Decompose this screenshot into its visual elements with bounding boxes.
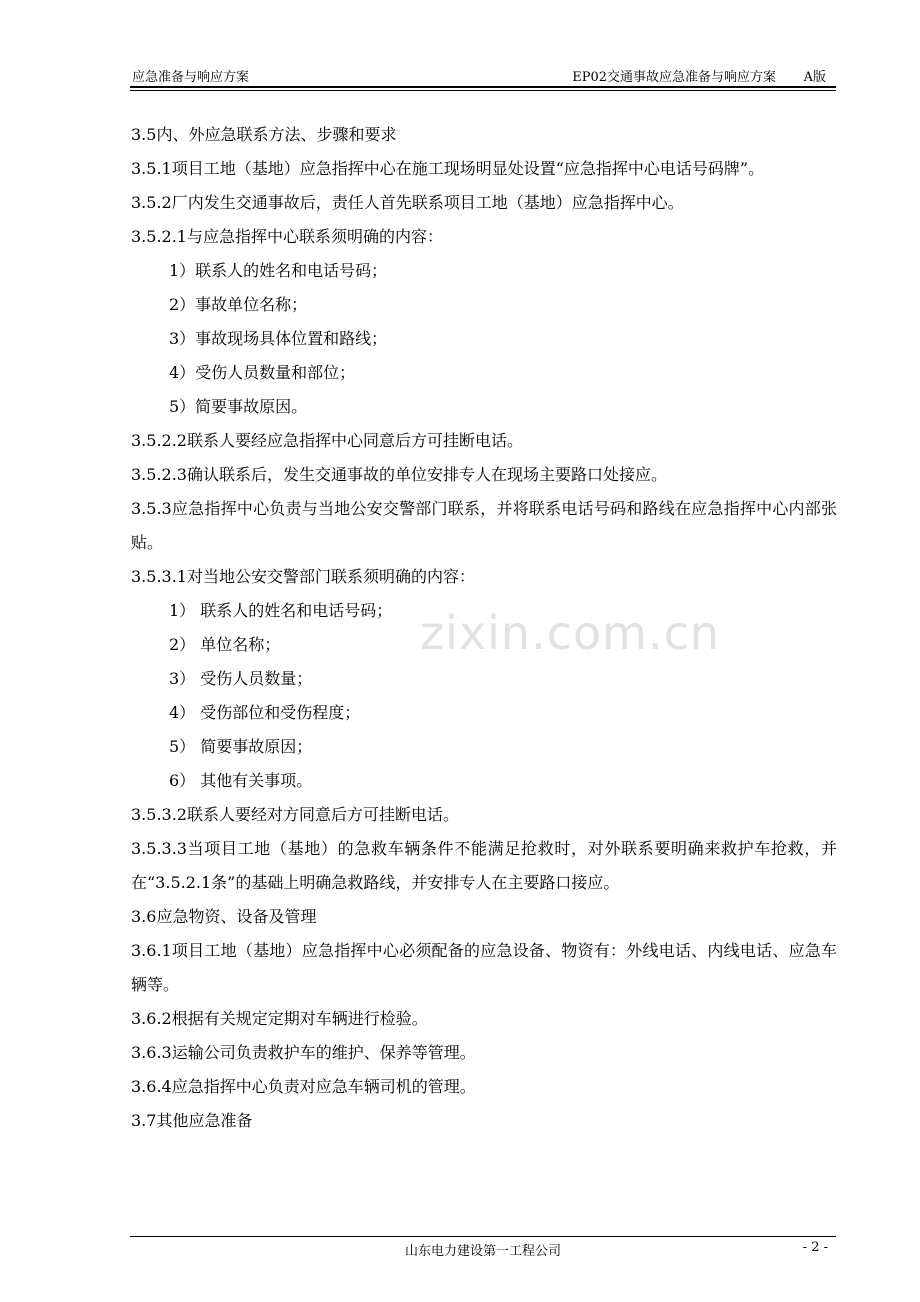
paragraph: 3.5.2.2联系人要经应急指挥中心同意后方可挂断电话。 bbox=[131, 431, 523, 450]
header-left-title: 应急准备与响应方案 bbox=[132, 70, 250, 85]
section-heading: 3.7其他应急准备 bbox=[131, 1111, 253, 1130]
paragraph: 3.5.2.1与应急指挥中心联系须明确的内容： bbox=[131, 227, 443, 246]
page-header bbox=[130, 64, 836, 86]
header-rule-thick bbox=[130, 86, 836, 88]
paragraph: 3.6.3运输公司负责救护车的维护、保养等管理。 bbox=[131, 1043, 476, 1062]
list-item: 4） 受伤部位和受伤程度； bbox=[169, 703, 361, 722]
footer-rule bbox=[130, 1236, 836, 1237]
list-item: 2） 单位名称； bbox=[169, 635, 281, 654]
paragraph: 3.6.2根据有关规定定期对车辆进行检验。 bbox=[131, 1009, 428, 1028]
list-item: 6） 其他有关事项。 bbox=[169, 771, 313, 790]
paragraph: 3.6.1项目工地（基地）应急指挥中心必须配备的应急设备、物资有：外线电话、内线电话、应急车辆等。 bbox=[131, 941, 837, 994]
header-version: A版 bbox=[803, 70, 826, 85]
list-item: 5） 简要事故原因； bbox=[169, 737, 313, 756]
list-item: 1）联系人的姓名和电话号码； bbox=[169, 261, 388, 280]
page-footer bbox=[130, 1240, 836, 1262]
header-document-title: EP02交通事故应急准备与响应方案 bbox=[572, 70, 776, 85]
watermark: zixin.com.cn bbox=[420, 606, 721, 660]
list-item: 5）简要事故原因。 bbox=[169, 397, 308, 416]
paragraph: 3.5.3应急指挥中心负责与当地公安交警部门联系，并将联系电话号码和路线在应急指挥中心内部张贴。 bbox=[131, 499, 837, 552]
list-item: 2）事故单位名称； bbox=[169, 295, 308, 314]
paragraph: 3.5.2厂内发生交通事故后，责任人首先联系项目工地（基地）应急指挥中心。 bbox=[131, 193, 684, 212]
section-heading: 3.6应急物资、设备及管理 bbox=[131, 907, 317, 926]
header-rule-thin bbox=[130, 90, 836, 91]
list-item: 1） 联系人的姓名和电话号码； bbox=[169, 601, 393, 620]
paragraph: 3.5.1项目工地（基地）应急指挥中心在施工现场明显处设置“应急指挥中心电话号码牌”。 bbox=[131, 159, 765, 178]
paragraph: 3.5.3.2联系人要经对方同意后方可挂断电话。 bbox=[131, 805, 459, 824]
footer-company: 山东电力建设第一工程公司 bbox=[404, 1244, 561, 1259]
paragraph: 3.6.4应急指挥中心负责对应急车辆司机的管理。 bbox=[131, 1077, 476, 1096]
paragraph: 3.5.3.1对当地公安交警部门联系须明确的内容： bbox=[131, 567, 475, 586]
page-number: - 2 - bbox=[802, 1240, 828, 1255]
section-heading: 3.5内、外应急联系方法、步骤和要求 bbox=[131, 125, 397, 144]
list-item: 3）事故现场具体位置和路线； bbox=[169, 329, 388, 348]
paragraph: 3.5.2.3确认联系后，发生交通事故的单位安排专人在现场主要路口处接应。 bbox=[131, 465, 667, 484]
document-body bbox=[131, 118, 837, 1138]
list-item: 4）受伤人员数量和部位； bbox=[169, 363, 356, 382]
paragraph: 3.5.3.3当项目工地（基地）的急救车辆条件不能满足抢救时，对外联系要明确来救护车抢救，并在“3.5.2.1条”的基础上明确急救路线，并安排专人在主要路口接应。 bbox=[131, 839, 837, 892]
list-item: 3） 受伤人员数量； bbox=[169, 669, 313, 688]
